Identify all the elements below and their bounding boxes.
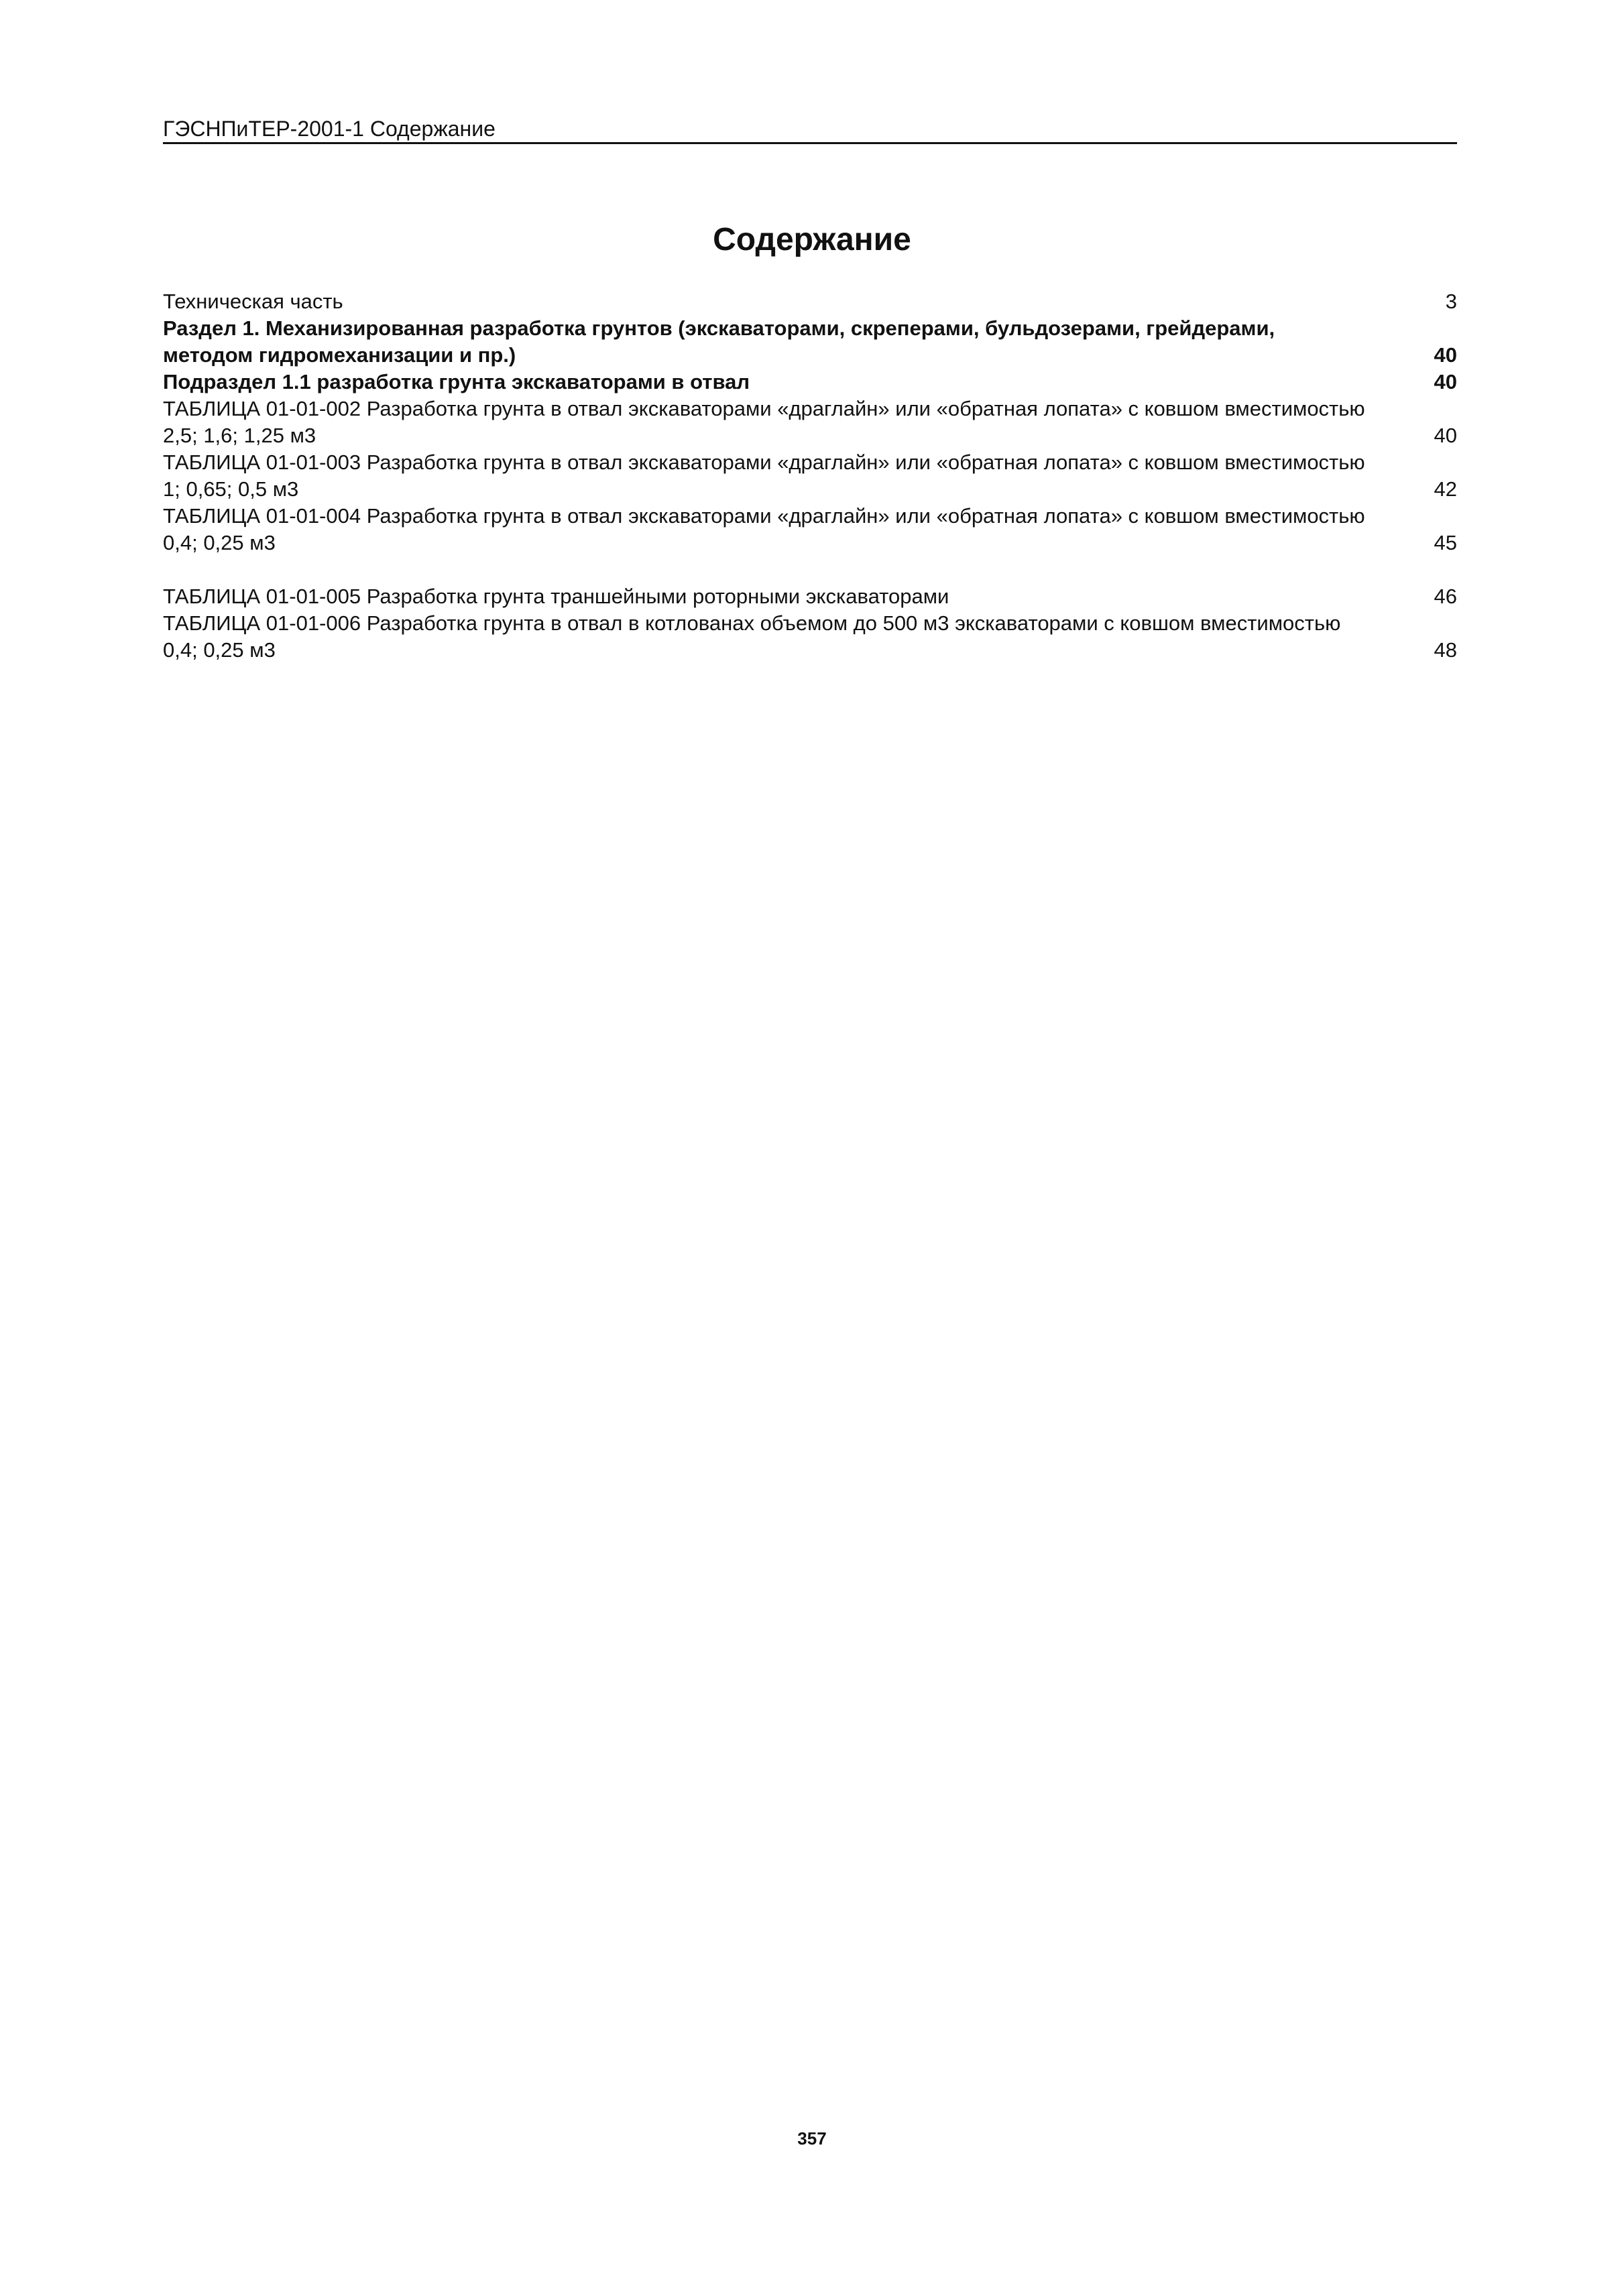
- toc-entry-text: ТАБЛИЦА 01-01-003 Разработка грунта в отвал экскаваторами «драглайн» или «обратная лопата» с ковшом вместимостью 1; 0,65; 0,5 м3: [163, 450, 1365, 501]
- toc-entry-page: 40: [1434, 424, 1457, 447]
- toc-entry-text: ТАБЛИЦА 01-01-005 Разработка грунта траншейными роторными экскаваторами: [163, 585, 949, 608]
- toc-entry-page: 42: [1434, 477, 1457, 501]
- toc-entry-text: Техническая часть: [163, 290, 343, 313]
- toc-entry[interactable]: [163, 369, 1457, 396]
- toc-entry[interactable]: [163, 288, 1457, 315]
- toc-entry-text: ТАБЛИЦА 01-01-002 Разработка грунта в отвал экскаваторами «драглайн» или «обратная лопата» с ковшом вместимостью 2,5; 1,6; 1,25 м3: [163, 397, 1365, 447]
- running-header: ГЭСНПиТЕР-2001-1 Содержание: [163, 115, 1457, 144]
- toc-entry[interactable]: [163, 449, 1457, 503]
- toc-entry-page: 40: [1434, 370, 1457, 394]
- toc-entry-page: 45: [1434, 531, 1457, 554]
- toc-entry[interactable]: [163, 610, 1457, 664]
- toc-entry[interactable]: [163, 583, 1457, 610]
- page-number: 357: [797, 2128, 827, 2149]
- toc-entry-page: 46: [1434, 585, 1457, 608]
- toc-entry-text: ТАБЛИЦА 01-01-006 Разработка грунта в отвал в котлованах объемом до 500 м3 экскаваторами с ковшом вместимостью 0,4; 0,25 м3: [163, 611, 1341, 662]
- page-title: Содержание: [713, 222, 911, 257]
- toc-entry-text: ТАБЛИЦА 01-01-004 Разработка грунта в отвал экскаваторами «драглайн» или «обратная лопата» с ковшом вместимостью 0,4; 0,25 м3: [163, 504, 1365, 554]
- toc-entry-page: 48: [1434, 638, 1457, 662]
- toc-entry-page: 3: [1445, 290, 1457, 313]
- toc-entry[interactable]: [163, 503, 1457, 556]
- table-of-contents: [163, 288, 1457, 664]
- toc-entry[interactable]: [163, 396, 1457, 449]
- toc-entry[interactable]: [163, 315, 1457, 369]
- toc-entry-text: Раздел 1. Механизированная разработка грунтов (экскаваторами, скреперами, бульдозерами, грейдерами, методом гидромеханизации и пр.): [163, 316, 1275, 367]
- toc-entry-page: 40: [1434, 343, 1457, 367]
- toc-entry-text: Подраздел 1.1 разработка грунта экскаваторами в отвал: [163, 370, 750, 394]
